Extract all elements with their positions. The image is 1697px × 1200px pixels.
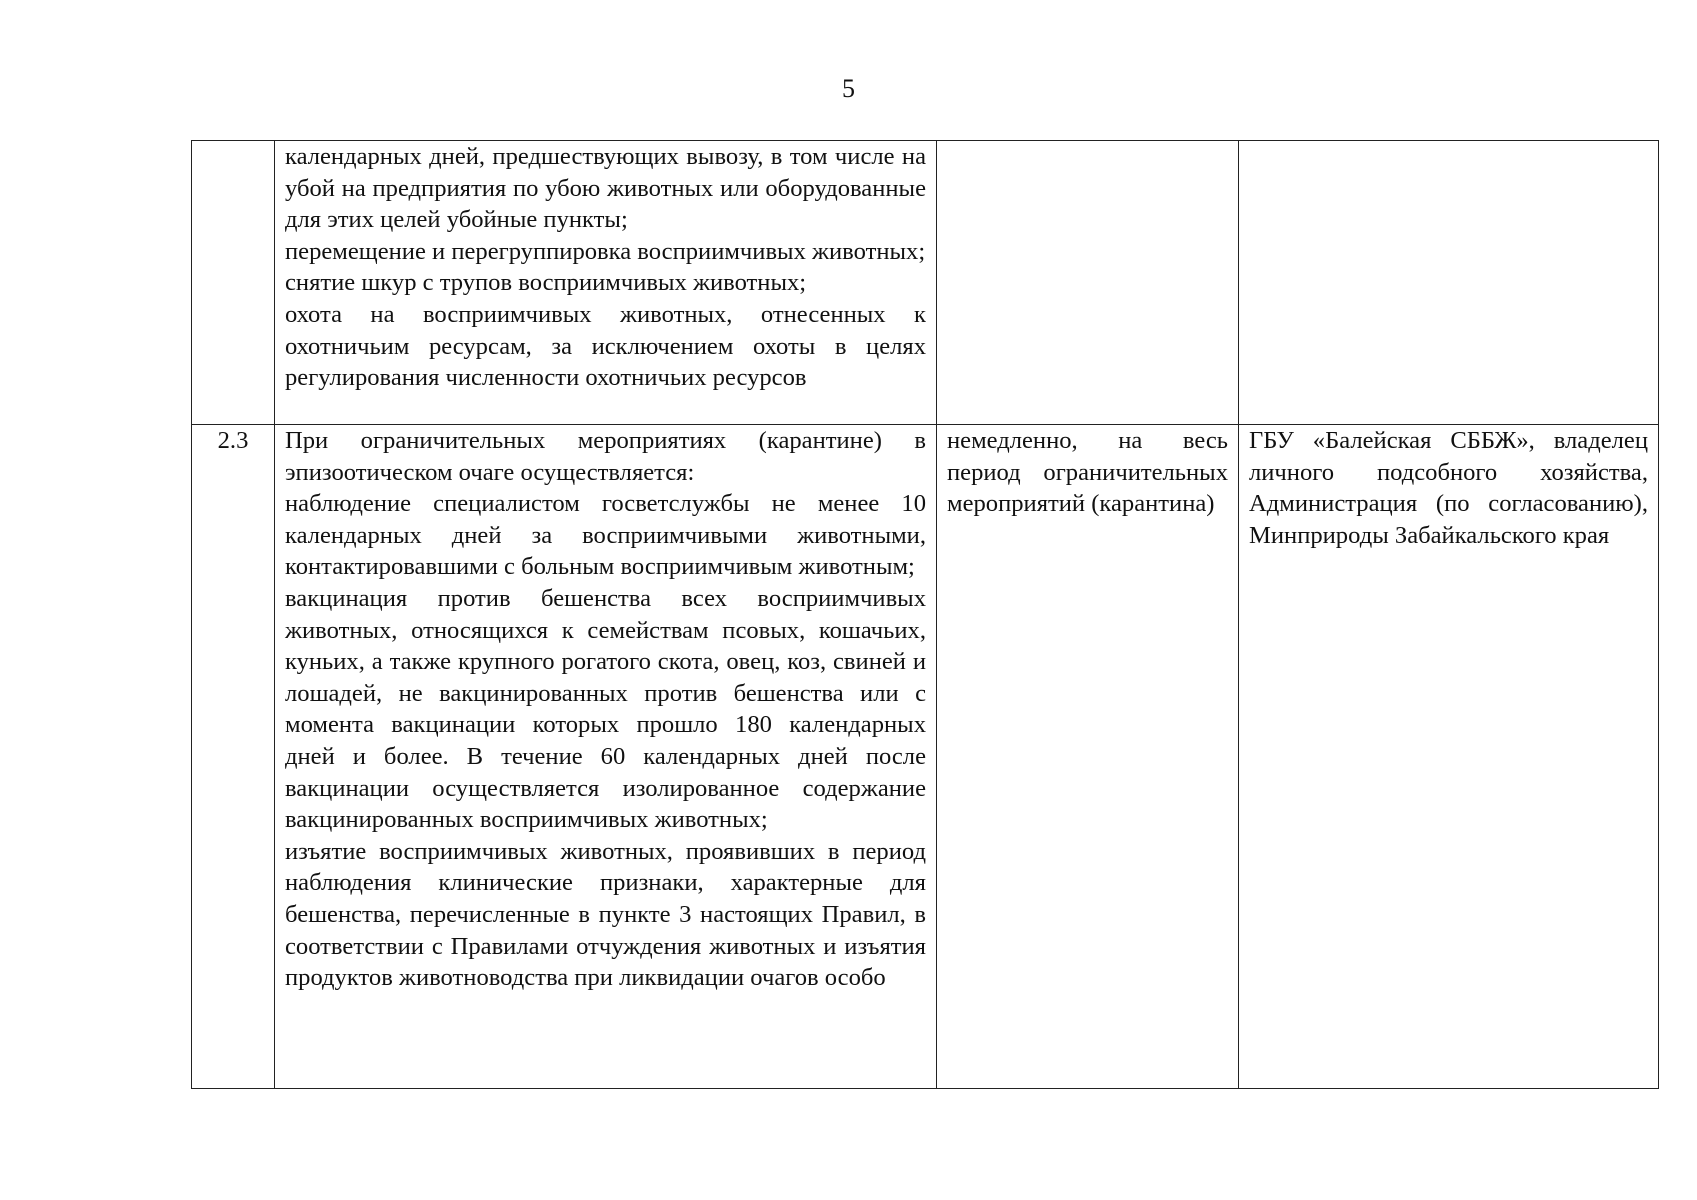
measures-table	[191, 140, 1659, 1089]
responsible-text: ГБУ «Балейская СББЖ», владелец личного подсобного хозяйства, Администрация (по согласованию), Минприроды Забайкальского края	[1249, 427, 1648, 549]
measure-paragraph: При ограничительных мероприятиях (карантине) в эпизоотическом очаге осуществляется:	[285, 427, 926, 486]
measure-paragraph: календарных дней, предшествующих вывозу, в том числе на убой на предприятия по убою животных или оборудованные для этих целей убойные пункты;	[285, 143, 926, 234]
measure-paragraph: изъятие восприимчивых животных, проявивших в период наблюдения клинические признаки, характерные для бешенства, перечисленные в пункте 3 настоящих Правил, в соответствии с Правилами отчуждения животных и изъятия продуктов животноводства при ликвидации очагов особо	[285, 837, 926, 992]
row-number-cell	[192, 141, 275, 425]
measure-paragraph: вакцинация против бешенства всех восприимчивых животных, относящихся к семействам псовых, кошачьих, куньих, а также крупного рогатого скота, овец, коз, свиней и лошадей, не вакцинированных против бешенства или с момента вакцинации которых прошло 180 календарных дней и более. В течение 60 календарных дней после вакцинации осуществляется изолированное содержание вакцинированных восприимчивых животных;	[285, 584, 926, 834]
table-row	[192, 141, 1659, 425]
responsible-cell	[1239, 141, 1659, 425]
measure-paragraph: наблюдение специалистом госветслужбы не менее 10 календарных дней за восприимчивыми животными, контактировавшими с больным восприимчивым животным;	[285, 490, 926, 581]
measure-paragraph: охота на восприимчивых животных, отнесенных к охотничьим ресурсам, за исключением охоты в целях регулирования численности охотничьих ресурсов	[285, 300, 926, 392]
term-text: немедленно, на весь период ограничительных мероприятий (карантина)	[947, 427, 1228, 518]
responsible-cell	[1239, 425, 1659, 1089]
measure-paragraph: снятие шкур с трупов восприимчивых животных;	[285, 269, 807, 297]
measures-cell	[275, 141, 937, 425]
term-cell	[937, 141, 1239, 425]
measure-paragraph: перемещение и перегруппировка восприимчивых животных;	[285, 237, 926, 265]
term-cell	[937, 425, 1239, 1089]
page-number: 5	[842, 74, 855, 103]
measures-cell	[275, 425, 937, 1089]
table-row	[192, 425, 1659, 1089]
row-number-cell: 2.3	[192, 425, 275, 1089]
